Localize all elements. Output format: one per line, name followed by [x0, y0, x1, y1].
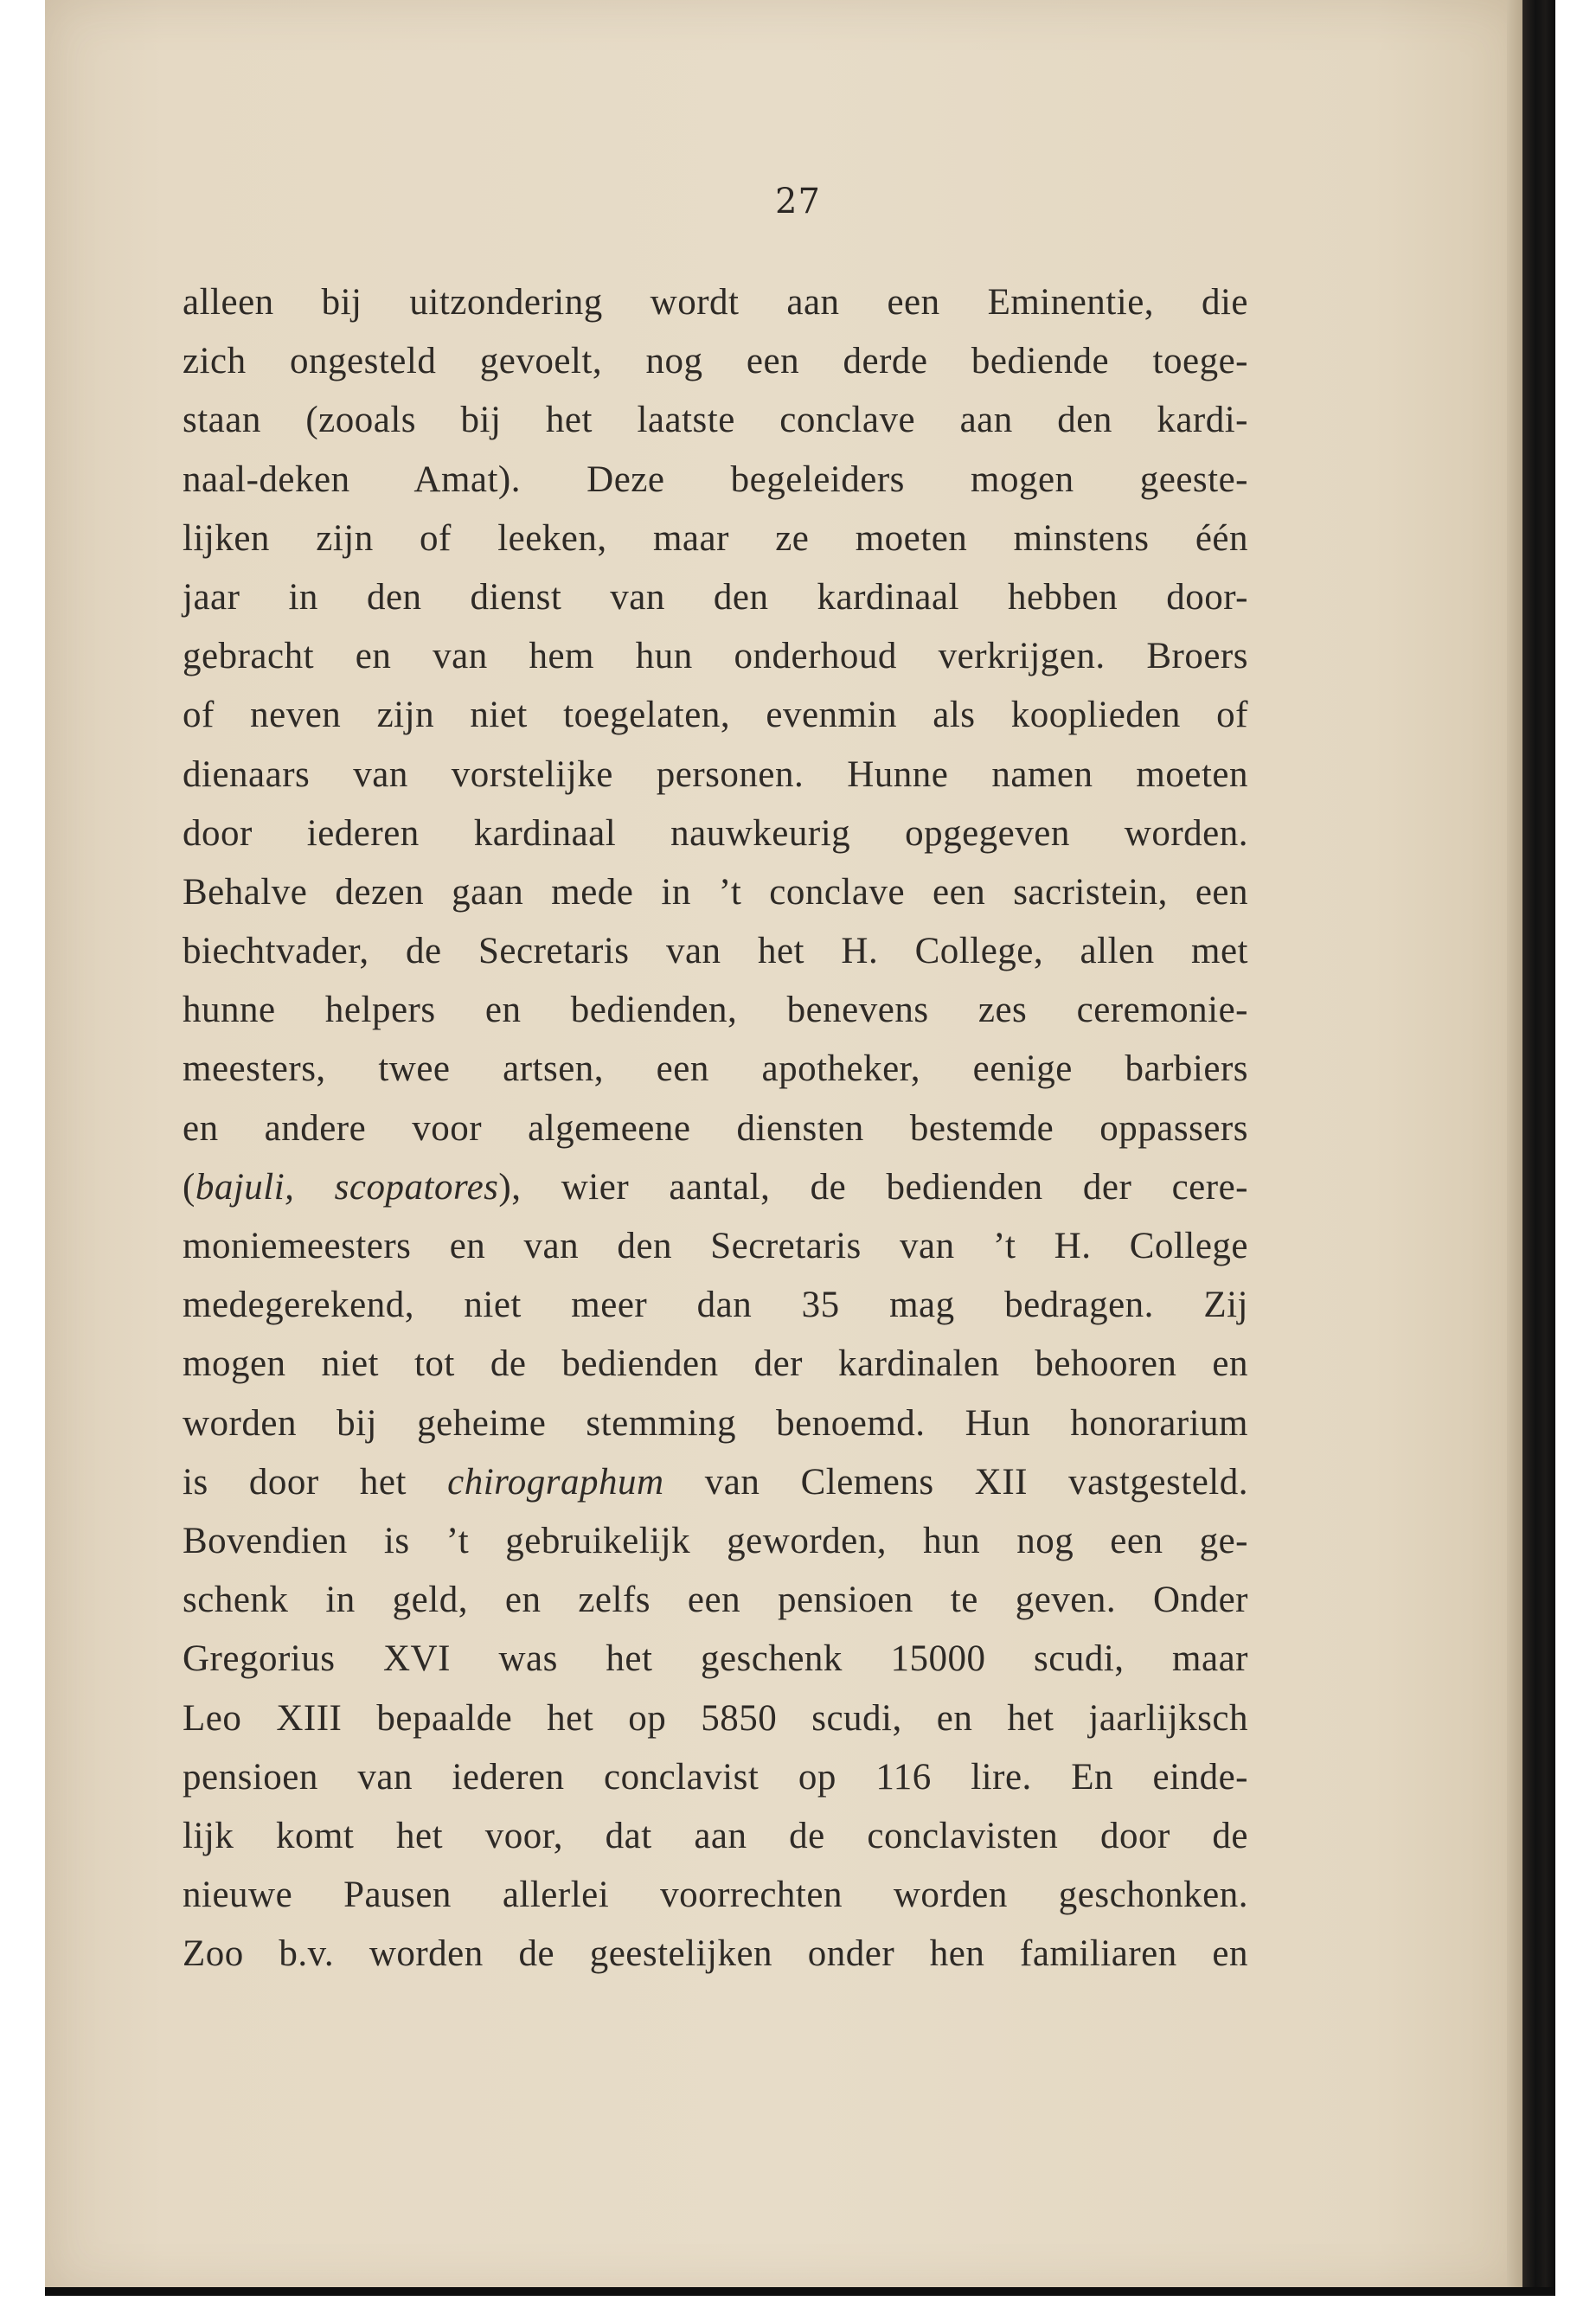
text-line: medegerekend, niet meer dan 35 mag bedragen. Zij: [183, 1285, 1248, 1326]
text-line: naal-deken Amat). Deze begeleiders mogen geeste-: [183, 458, 1248, 500]
text-line: Leo XIII bepaalde het op 5850 scudi, en het jaarlijksch: [183, 1697, 1248, 1739]
text-line: gebracht en van hem hun onderhoud verkrijgen. Broers: [183, 636, 1248, 677]
text-line: biechtvader, de Secretaris van het H. College, allen met: [183, 931, 1248, 972]
page-edge: [1507, 0, 1522, 2294]
book-binding: [1522, 0, 1555, 2294]
text-line: is door het chirographum van Clemens XII vastgesteld.: [183, 1461, 1248, 1503]
latin-terms: bajuli, scopatores: [195, 1166, 499, 1208]
text-line: hunne helpers en bedienden, benevens zes ceremonie-: [183, 990, 1248, 1031]
text-line: alleen bij uitzondering wordt aan een Eminentie, die: [183, 282, 1248, 323]
text-line: mogen niet tot de bedienden der kardinalen behooren en: [183, 1343, 1248, 1385]
text-line: lijken zijn of leeken, maar ze moeten minstens één: [183, 517, 1248, 559]
text-line: staan (zooals bij het laatste conclave aan den kardi-: [183, 400, 1248, 441]
text-line: Zoo b.v. worden de geestelijken onder hen familiaren en: [183, 1933, 1248, 1975]
scan-border: [45, 2287, 1555, 2296]
body-text: [183, 273, 1248, 1984]
text-line: Gregorius XVI was het geschenk 15000 scudi, maar: [183, 1638, 1248, 1680]
text-line: pensioen van iederen conclavist op 116 lire. En einde-: [183, 1756, 1248, 1798]
text-line: meesters, twee artsen, een apotheker, eenige barbiers: [183, 1048, 1248, 1090]
text-line: lijk komt het voor, dat aan de conclavisten door de: [183, 1815, 1248, 1856]
text-line: moniemeesters en van den Secretaris van ’t H. College: [183, 1226, 1248, 1266]
text-line: door iederen kardinaal nauwkeurig opgegeven worden.: [183, 812, 1248, 854]
text-line: worden bij geheime stemming benoemd. Hun honorarium: [183, 1402, 1248, 1444]
text-line: schenk in geld, en zelfs een pensioen te geven. Onder: [183, 1580, 1248, 1621]
text-line: (bajuli, scopatores), wier aantal, de bedienden der cere-: [183, 1166, 1248, 1208]
text-line: Behalve dezen gaan mede in ’t conclave een sacristein, een: [183, 871, 1248, 913]
text-line: dienaars van vorstelijke personen. Hunne namen moeten: [183, 753, 1248, 795]
text-line: of neven zijn niet toegelaten, evenmin als kooplieden of: [183, 695, 1248, 736]
page-number: 27: [775, 182, 821, 221]
latin-term: chirographum: [447, 1461, 664, 1503]
text-line: en andere voor algemeene diensten bestemde oppassers: [183, 1107, 1248, 1149]
text-line: nieuwe Pausen allerlei voorrechten worden geschonken.: [183, 1875, 1248, 1916]
text-line: zich ongesteld gevoelt, nog een derde bediende toege-: [183, 341, 1248, 382]
text-line: Bovendien is ’t gebruikelijk geworden, hun nog een ge-: [183, 1520, 1248, 1561]
text-line: jaar in den dienst van den kardinaal hebben door-: [183, 576, 1248, 618]
